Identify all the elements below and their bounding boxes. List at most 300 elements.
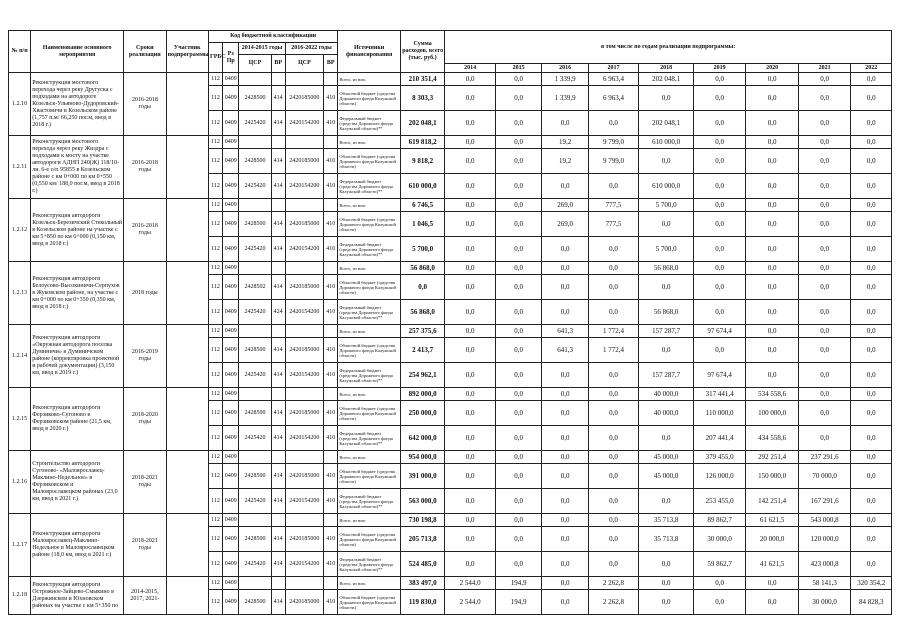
year-value: 0,0 [445,552,496,577]
year-value: 0,0 [746,275,799,300]
year-value: 317 441,4 [693,388,746,401]
csr-code-1 [239,388,271,401]
year-value: 97 674,4 [693,325,746,338]
year-value: 0,0 [445,174,496,199]
year-value: 0,0 [851,111,892,136]
rzpr-code: 0409 [223,149,239,174]
header-kbk: Код бюджетной классификации [208,31,337,43]
csr-code-1: 2425420 [239,174,271,199]
year-value: 0,0 [798,363,851,388]
year-value: 126 000,0 [693,464,746,489]
funding-source: Всего, из них: [338,514,401,527]
year-value: 0,0 [798,237,851,262]
measure-terms: 2016-2018 годы [124,199,166,262]
vr-code-2: 410 [324,401,338,426]
funding-source: Областной бюджет (средства Дорожного фонда Калужской области) [338,590,401,615]
year-value: 0,0 [746,262,799,275]
vr-code-2 [324,451,338,464]
year-value: 207 441,4 [693,426,746,451]
year-value: 0,0 [746,73,799,86]
year-value: 0,0 [851,199,892,212]
rzpr-code: 0409 [223,136,239,149]
vr-code-2: 410 [324,527,338,552]
year-value: 320 354,2 [851,577,892,590]
year-value: 0,0 [445,388,496,401]
funding-source: Всего, из них: [338,136,401,149]
year-value: 6 963,4 [588,73,639,86]
year-value: 0,0 [746,212,799,237]
csr-code-2 [285,199,323,212]
year-value: 0,0 [588,401,639,426]
csr-code-1: 2425420 [239,363,271,388]
table-row [9,388,892,401]
year-value: 0,0 [746,199,799,212]
year-value: 434 558,6 [746,426,799,451]
vr-code-1: 414 [271,86,285,111]
year-value: 35 713,8 [639,514,694,527]
year-value: 30 000,0 [693,527,746,552]
row-number: 1.2.11 [9,136,31,199]
total-sum: 524 485,0 [400,552,444,577]
header-years-title: в том числе по годам реализации подпрограммы: [445,31,892,64]
measure-participant [166,577,208,615]
year-value: 0,0 [798,174,851,199]
header-year: 2020 [746,64,799,73]
year-value: 0,0 [798,149,851,174]
year-value: 40 000,0 [639,401,694,426]
year-value: 0,0 [542,464,588,489]
year-value: 0,0 [851,325,892,338]
vr-code-2 [324,199,338,212]
year-value: 0,0 [746,338,799,363]
year-value: 0,0 [639,149,694,174]
header-csr-2: ЦСР [285,55,323,73]
csr-code-2 [285,325,323,338]
rzpr-code: 0409 [223,388,239,401]
grbs-code: 112 [208,464,222,489]
measure-name: Реконструкция автодороги Острожное-Зайцево-Смыкино в Дзержинском и Юхновском районах на участке с км 5+350 по [31,577,124,615]
vr-code-1: 414 [271,552,285,577]
vr-code-1: 414 [271,275,285,300]
year-value: 59 862,7 [693,552,746,577]
csr-code-2: 2420154200 [285,174,323,199]
year-value: 40 000,0 [639,388,694,401]
year-value: 0,0 [639,577,694,590]
year-value: 0,0 [445,489,496,514]
rzpr-code: 0409 [223,111,239,136]
csr-code-1: 2425420 [239,489,271,514]
year-value: 0,0 [445,426,496,451]
year-value: 0,0 [445,401,496,426]
csr-code-2: 2420154200 [285,237,323,262]
csr-code-2: 2420185000 [285,464,323,489]
year-value: 610 000,0 [639,136,694,149]
header-csr-1: ЦСР [239,55,271,73]
year-value: 0,0 [798,111,851,136]
total-sum: 5 700,0 [400,237,444,262]
year-value: 202 048,1 [639,73,694,86]
grbs-code: 112 [208,514,222,527]
funding-source: Областной бюджет (средства Дорожного фонда Калужской области) [338,527,401,552]
year-value: 0,0 [746,325,799,338]
year-value: 0,0 [542,363,588,388]
csr-code-1: 2428502 [239,275,271,300]
year-value: 0,0 [746,149,799,174]
year-value: 9 799,0 [588,149,639,174]
csr-code-2: 2420154200 [285,111,323,136]
vr-code-2: 410 [324,426,338,451]
grbs-code: 112 [208,262,222,275]
year-value: 2 262,8 [588,590,639,615]
year-value: 423 000,8 [798,552,851,577]
year-value: 0,0 [588,527,639,552]
year-value: 0,0 [495,338,541,363]
rzpr-code: 0409 [223,552,239,577]
csr-code-2: 2420154200 [285,300,323,325]
vr-code-1 [271,199,285,212]
year-value: 0,0 [639,552,694,577]
year-value: 0,0 [851,136,892,149]
year-value: 0,0 [588,489,639,514]
funding-source: Областной бюджет (средства Дорожного фонда Калужской области) [338,149,401,174]
csr-code-2 [285,577,323,590]
header-vr-1: ВР [271,55,285,73]
year-value: 0,0 [851,527,892,552]
year-value: 0,0 [851,464,892,489]
vr-code-1 [271,451,285,464]
header-sum: Сумма расходов, всего (тыс. руб.) [400,31,444,73]
funding-source: Федеральный бюджет (средства Дорожного фонда Калужской области)** [338,237,401,262]
vr-code-2: 410 [324,363,338,388]
year-value: 0,0 [495,464,541,489]
year-value: 0,0 [746,174,799,199]
year-value: 120 000,0 [798,527,851,552]
funding-source: Федеральный бюджет (средства Дорожного фонда Калужской области)** [338,489,401,514]
vr-code-1: 414 [271,401,285,426]
year-value: 0,0 [445,325,496,338]
year-value: 0,0 [639,338,694,363]
vr-code-2 [324,73,338,86]
year-value: 0,0 [639,590,694,615]
grbs-code: 112 [208,136,222,149]
year-value: 0,0 [851,338,892,363]
year-value: 777,5 [588,199,639,212]
rzpr-code: 0409 [223,363,239,388]
year-value: 0,0 [542,262,588,275]
csr-code-1 [239,136,271,149]
row-number: 1.2.16 [9,451,31,514]
year-value: 5 700,0 [639,237,694,262]
rzpr-code: 0409 [223,262,239,275]
year-value: 0,0 [445,73,496,86]
year-value: 0,0 [495,174,541,199]
year-value: 777,5 [588,212,639,237]
year-value: 0,0 [495,514,541,527]
total-sum: 610 000,0 [400,174,444,199]
total-sum: 254 962,1 [400,363,444,388]
year-value: 0,0 [851,514,892,527]
grbs-code: 112 [208,552,222,577]
csr-code-1: 2428500 [239,149,271,174]
year-value: 0,0 [851,363,892,388]
year-value: 0,0 [445,514,496,527]
year-value: 0,0 [798,426,851,451]
funding-source: Всего, из них: [338,388,401,401]
funding-source: Всего, из них: [338,577,401,590]
row-number: 1.2.14 [9,325,31,388]
year-value: 0,0 [588,464,639,489]
year-value: 0,0 [746,300,799,325]
year-value: 0,0 [746,363,799,388]
year-value: 0,0 [495,552,541,577]
year-value: 0,0 [639,275,694,300]
year-value: 0,0 [798,275,851,300]
year-value: 0,0 [588,426,639,451]
year-value: 0,0 [445,149,496,174]
header-terms: Сроки реализации [124,31,166,73]
year-value: 253 455,0 [693,489,746,514]
year-value: 237 291,6 [798,451,851,464]
funding-source: Областной бюджет (средства Дорожного фонда Калужской области) [338,338,401,363]
year-value: 0,0 [851,149,892,174]
year-value: 35 713,8 [639,527,694,552]
year-value: 9 799,0 [588,136,639,149]
measure-participant [166,388,208,451]
year-value: 641,3 [542,338,588,363]
year-value: 157 287,7 [639,325,694,338]
year-value: 0,0 [588,300,639,325]
row-number: 1.2.12 [9,199,31,262]
year-value: 1 339,9 [542,86,588,111]
csr-code-2 [285,388,323,401]
funding-source: Областной бюджет (средства Дорожного фонда Калужской области) [338,401,401,426]
year-value: 0,0 [746,590,799,615]
vr-code-2: 410 [324,212,338,237]
rzpr-code: 0409 [223,325,239,338]
year-value: 0,0 [495,426,541,451]
total-sum: 250 000,0 [400,401,444,426]
funding-source: Федеральный бюджет (средства Дорожного фонда Калужской области)** [338,300,401,325]
year-value: 0,0 [495,325,541,338]
year-value: 194,9 [495,590,541,615]
year-value: 0,0 [798,86,851,111]
vr-code-2: 410 [324,552,338,577]
csr-code-1: 2428500 [239,212,271,237]
year-value: 0,0 [588,275,639,300]
budget-table [8,30,892,615]
row-number: 1.2.18 [9,577,31,615]
year-value: 0,0 [445,300,496,325]
grbs-code: 112 [208,300,222,325]
year-value: 0,0 [495,262,541,275]
grbs-code: 112 [208,489,222,514]
funding-source: Всего, из них: [338,199,401,212]
vr-code-1: 414 [271,149,285,174]
year-value: 5 700,0 [639,199,694,212]
total-sum: 205 713,8 [400,527,444,552]
year-value: 0,0 [542,388,588,401]
vr-code-1: 414 [271,489,285,514]
funding-source: Федеральный бюджет (средства Дорожного фонда Калужской области)** [338,111,401,136]
grbs-code: 112 [208,388,222,401]
header-vr-2: ВР [324,55,338,73]
year-value: 45 000,0 [639,464,694,489]
measure-name: Реконструкция автодороги Козельск-Березичский Стекольный в Козельском районе на участке с км 5+850 по км 6+000 (0,150 км, ввод в 2018 г.) [31,199,124,262]
measure-participant [166,514,208,577]
header-year: 2017 [588,64,639,73]
year-value: 0,0 [746,86,799,111]
funding-source: Федеральный бюджет (средства Дорожного фонда Калужской области)** [338,552,401,577]
year-value: 1 772,4 [588,338,639,363]
year-value: 41 621,5 [746,552,799,577]
year-value: 0,0 [542,489,588,514]
year-value: 641,3 [542,325,588,338]
vr-code-2: 410 [324,111,338,136]
grbs-code: 112 [208,111,222,136]
grbs-code: 112 [208,527,222,552]
year-value: 97 674,4 [693,363,746,388]
year-value: 0,0 [588,174,639,199]
year-value: 0,0 [445,338,496,363]
measure-terms: 2018 годы [124,262,166,325]
year-value: 89 862,7 [693,514,746,527]
rzpr-code: 0409 [223,300,239,325]
year-value: 0,0 [445,262,496,275]
year-value: 0,0 [746,237,799,262]
csr-code-1 [239,325,271,338]
vr-code-2: 410 [324,237,338,262]
year-value: 0,0 [588,552,639,577]
year-value: 0,0 [542,111,588,136]
csr-code-2: 2420185000 [285,401,323,426]
year-value: 0,0 [445,363,496,388]
header-participant: Участник подпрограммы [166,31,208,73]
year-value: 0,0 [746,577,799,590]
csr-code-2: 2420185000 [285,275,323,300]
year-value: 0,0 [693,275,746,300]
year-value: 0,0 [495,401,541,426]
csr-code-2: 2420185000 [285,86,323,111]
total-sum: 619 818,2 [400,136,444,149]
year-value: 0,0 [542,527,588,552]
csr-code-1: 2428500 [239,527,271,552]
year-value: 150 000,0 [746,464,799,489]
year-value: 30 000,0 [798,590,851,615]
header-year: 2021 [798,64,851,73]
year-value: 0,0 [693,590,746,615]
csr-code-2 [285,451,323,464]
vr-code-1: 424 [271,300,285,325]
grbs-code: 112 [208,590,222,615]
grbs-code: 112 [208,577,222,590]
header-year: 2019 [693,64,746,73]
vr-code-1: 414 [271,338,285,363]
csr-code-2: 2420185000 [285,590,323,615]
csr-code-2: 2420185000 [285,212,323,237]
year-value: 0,0 [542,451,588,464]
year-value: 0,0 [542,426,588,451]
year-value: 0,0 [798,212,851,237]
year-value: 0,0 [851,212,892,237]
year-value: 0,0 [851,388,892,401]
budget-table-sheet [8,30,892,635]
year-value: 0,0 [495,212,541,237]
csr-code-2 [285,262,323,275]
table-row [9,325,892,338]
year-value: 0,0 [495,275,541,300]
year-value: 292 251,4 [746,451,799,464]
year-value: 100 000,0 [746,401,799,426]
year-value: 1 772,4 [588,325,639,338]
header-year: 2015 [495,64,541,73]
vr-code-1: 414 [271,527,285,552]
year-value: 0,0 [542,237,588,262]
year-value: 84 828,3 [851,590,892,615]
year-value: 0,0 [851,275,892,300]
year-value: 0,0 [798,262,851,275]
grbs-code: 112 [208,212,222,237]
year-value: 0,0 [495,149,541,174]
vr-code-2: 410 [324,464,338,489]
year-value: 0,0 [588,388,639,401]
year-value: 0,0 [588,363,639,388]
year-value: 45 000,0 [639,451,694,464]
measure-name: Реконструкция автодороги «Окружная автодорога поселка Думиничи» в Думиничском районе (корректировка проектной и рабочей документации) (3,150 км, ввод в 2019 г.) [31,325,124,388]
year-value: 0,0 [693,300,746,325]
vr-code-1: 414 [271,174,285,199]
total-sum: 56 868,0 [400,262,444,275]
header-period-2: 2016-2022 годы [285,43,338,55]
vr-code-2: 410 [324,489,338,514]
year-value: 2 544,0 [445,590,496,615]
year-value: 20 000,0 [746,527,799,552]
year-value: 0,0 [639,86,694,111]
vr-code-2 [324,136,338,149]
year-value: 0,0 [693,111,746,136]
measure-terms: 2016-2018 годы [124,73,166,136]
total-sum: 954 000,0 [400,451,444,464]
csr-code-1 [239,262,271,275]
year-value: 0,0 [445,527,496,552]
year-value: 0,0 [445,86,496,111]
year-value: 0,0 [588,237,639,262]
csr-code-1: 2428500 [239,590,271,615]
csr-code-2: 2420154200 [285,489,323,514]
year-value: 0,0 [693,86,746,111]
year-value: 0,0 [495,73,541,86]
year-value: 0,0 [798,338,851,363]
vr-code-2: 410 [324,86,338,111]
year-value: 0,0 [693,237,746,262]
year-value: 194,9 [495,577,541,590]
total-sum: 9 818,2 [400,149,444,174]
funding-source: Федеральный бюджет (средства Дорожного фонда Калужской области)** [338,363,401,388]
vr-code-1 [271,325,285,338]
year-value: 0,0 [851,552,892,577]
rzpr-code: 0409 [223,401,239,426]
year-value: 0,0 [542,514,588,527]
year-value: 379 455,0 [693,451,746,464]
header-year: 2022 [851,64,892,73]
vr-code-1 [271,136,285,149]
table-row [9,451,892,464]
vr-code-1 [271,73,285,86]
year-value: 0,0 [693,149,746,174]
funding-source: Федеральный бюджет (средства Дорожного фонда Калужской области)** [338,174,401,199]
rzpr-code: 0409 [223,174,239,199]
total-sum: 730 198,8 [400,514,444,527]
year-value: 0,0 [445,199,496,212]
